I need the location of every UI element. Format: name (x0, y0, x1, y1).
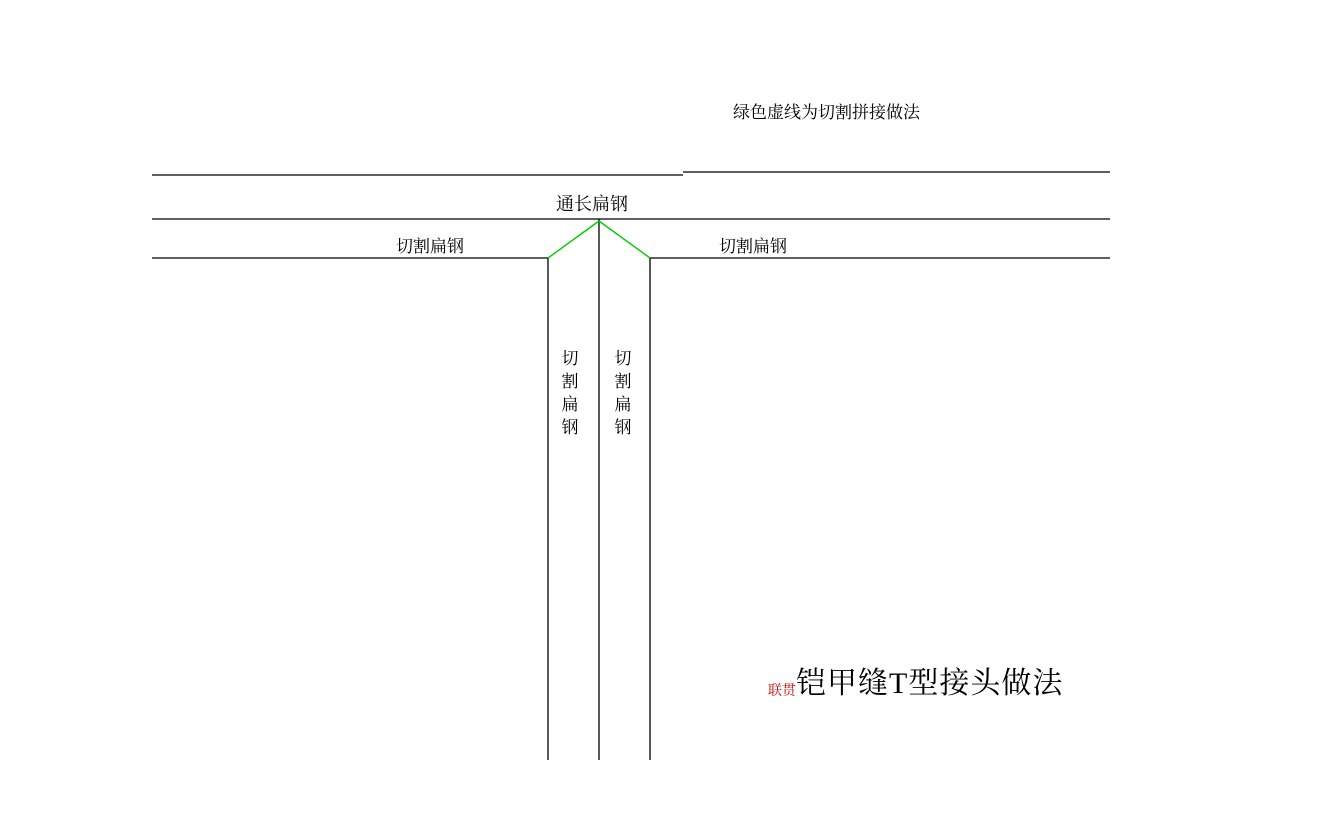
cut-flat-steel-left-label: 切割扁钢 (396, 237, 464, 256)
cut-flat-steel-right-label: 切割扁钢 (719, 237, 787, 256)
cut-flat-steel-vertical-left-label: 切 割 扁 钢 (561, 349, 579, 437)
cut-flat-steel-vertical-right-label: 切 割 扁 钢 (614, 349, 632, 437)
drawing-title: 铠甲缝T型接头做法 (796, 667, 1064, 700)
note-text: 绿色虚线为切割拼接做法 (733, 103, 920, 122)
through-flat-steel-label: 通长扁钢 (556, 194, 628, 214)
cut-line-right (599, 221, 650, 258)
cut-line-left (548, 221, 599, 258)
brand-label: 联贯 (768, 682, 796, 698)
title-block (768, 658, 1063, 702)
